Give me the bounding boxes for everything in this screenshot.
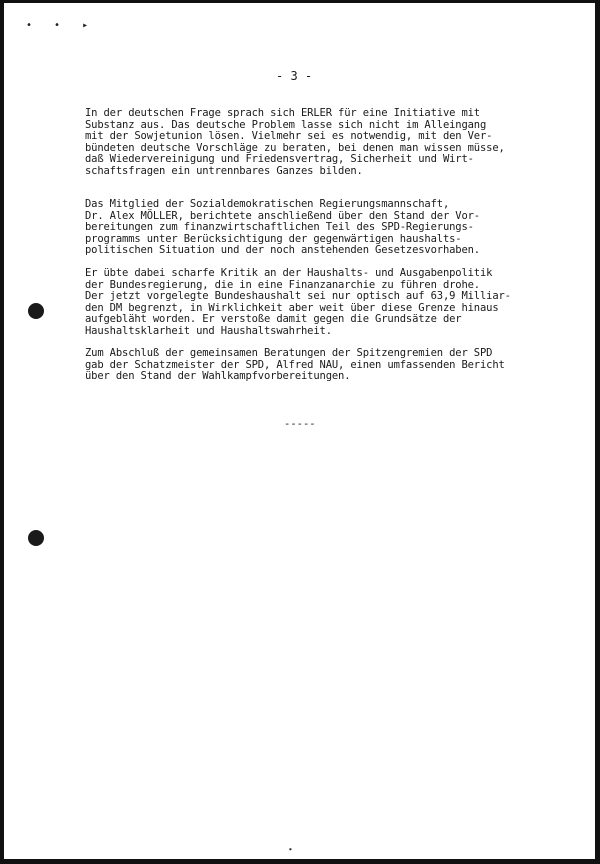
corner-marks: • • ▸ (26, 20, 97, 31)
paragraph-moeller: Das Mitglied der Sozialdemokratischen Regierungsmannschaft, Dr. Alex MÖLLER, berichtete anschließend über den Stand der Vor- bereitungen zum finanzwirtschaftlichen Teil des SPD-Regierungs- programms unter Berücksichtigung der gegenwärtigen haushalts- politischen Situation und der noch anstehenden Gesetzesvorhaben. (85, 198, 480, 256)
punch-hole-bottom (28, 530, 44, 546)
punch-hole-top (28, 303, 44, 319)
end-divider: ----- (284, 418, 316, 430)
scan-border-left (0, 0, 4, 864)
paragraph-erler: In der deutschen Frage sprach sich ERLER für eine Initiative mit Substanz aus. Das deutsche Problem lasse sich nicht im Alleingang mit der Sowjetunion lösen. Vielmehr sei es notwendig, mit den Ver- bündeten deutsche Vorschläge zu beraten, bei denen man wissen müsse, daß Wiedervereinigung und Friedensvertrag, Sicherheit und Wirt- schaftsfragen ein untrennbares Ganzes bilden. (85, 107, 505, 177)
paragraph-nau: Zum Abschluß der gemeinsamen Beratungen der Spitzengremien der SPD gab der Schatzmeister der SPD, Alfred NAU, einen umfassenden Bericht über den Stand der Wahlkampfvorbereitungen. (85, 347, 505, 382)
scan-border-right (595, 0, 600, 864)
scan-border-top (0, 0, 600, 3)
scan-border-bottom (0, 859, 600, 864)
bottom-scan-mark: ∙ (288, 845, 293, 854)
page-number: - 3 - (276, 69, 313, 83)
paragraph-budget-critique: Er übte dabei scharfe Kritik an der Haushalts- und Ausgabenpolitik der Bundesregierung, die in eine Finanzanarchie zu führen drohe. Der jetzt vorgelegte Bundeshaushalt sei nur optisch auf 63,9 Milliar- den DM begrenzt, in Wirklichkeit aber weit über diese Grenze hinaus aufgebläht worden. Er verstoße damit gegen die Grundsätze der Haushaltsklarheit und Haushaltswahrheit. (85, 267, 511, 337)
